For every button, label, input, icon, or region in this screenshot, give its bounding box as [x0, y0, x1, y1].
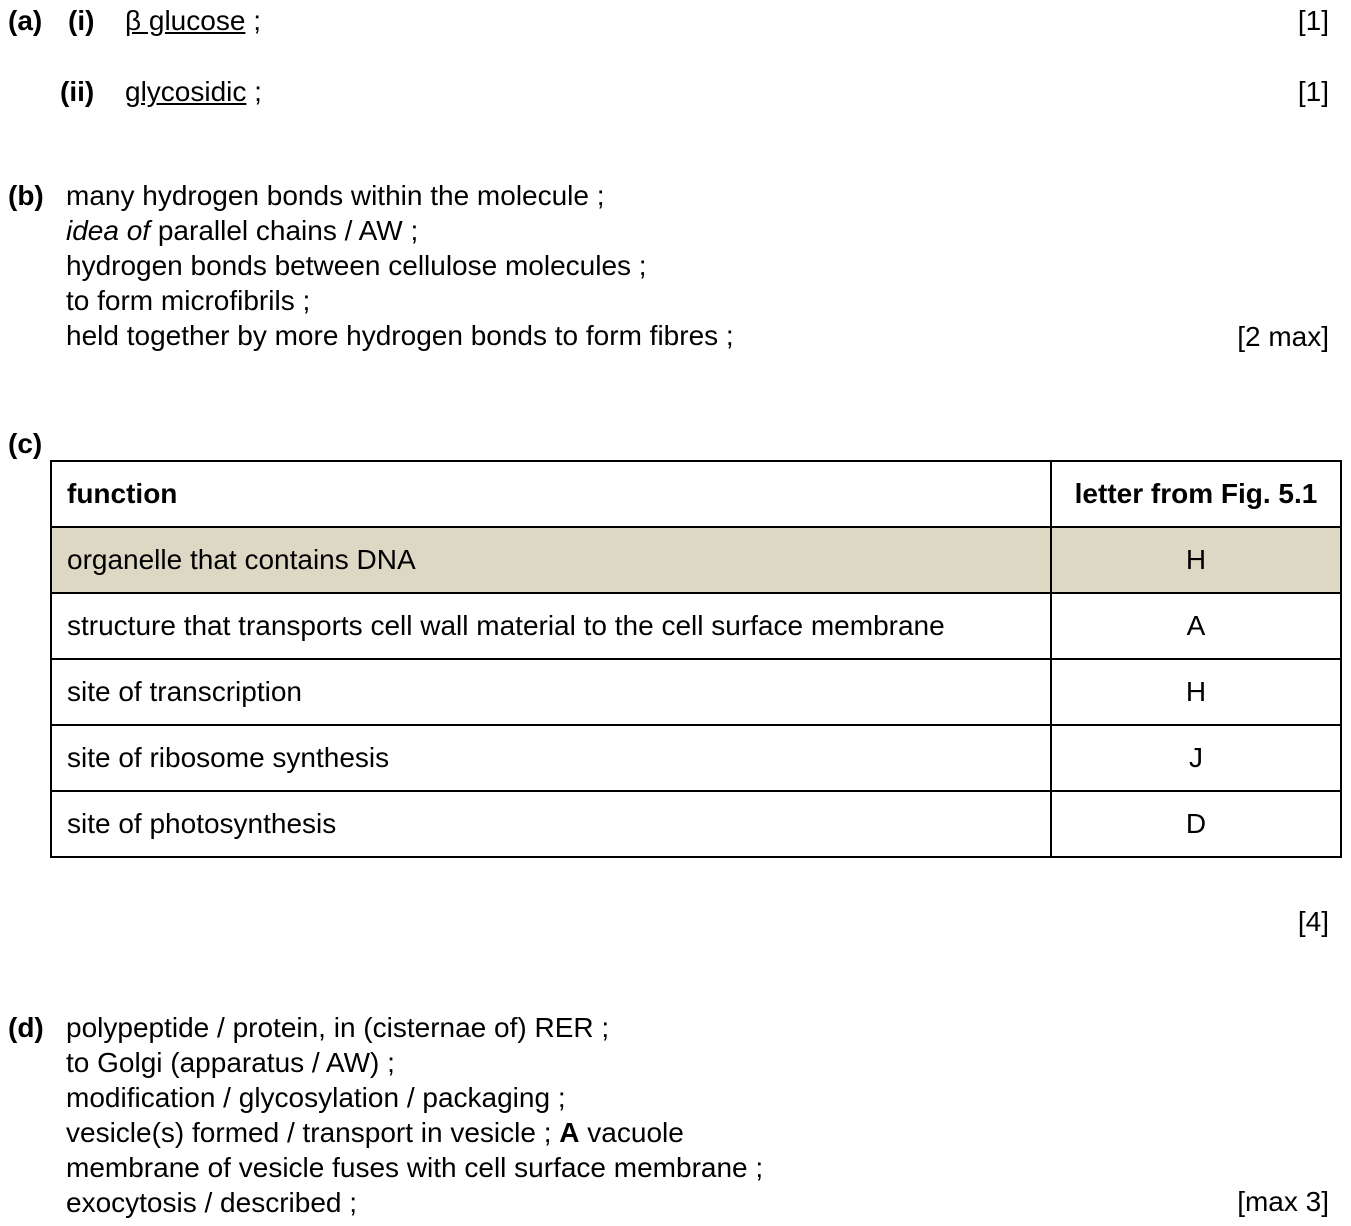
answer-line: idea of parallel chains / AW ;	[66, 215, 419, 246]
part-a-label: (a)	[8, 5, 43, 36]
function-table	[50, 460, 1342, 858]
answer-line: to form microfibrils ;	[66, 285, 311, 316]
letter-cell: J	[1051, 725, 1341, 791]
part-b-mark: [2 max]	[1237, 321, 1329, 352]
accept-marker: A	[559, 1117, 580, 1148]
part-d-label: (d)	[8, 1012, 44, 1043]
letter-cell: H	[1051, 527, 1341, 593]
answer-line: to Golgi (apparatus / AW) ;	[66, 1047, 395, 1078]
part-a-i-mark: [1]	[1297, 5, 1329, 36]
part-d-mark: [max 3]	[1237, 1186, 1329, 1217]
function-cell: site of transcription	[51, 659, 1051, 725]
accept-text: vacuole	[587, 1117, 684, 1148]
answer-beta-glucose: β glucose	[125, 5, 246, 36]
answer-line: vesicle(s) formed / transport in vesicle ; A vacuole	[66, 1117, 684, 1148]
answer-line: hydrogen bonds between cellulose molecules ;	[66, 250, 647, 281]
table-row	[51, 659, 1341, 725]
answer-line: modification / glycosylation / packaging ;	[66, 1082, 566, 1113]
table-header-row	[51, 461, 1341, 527]
function-cell: site of ribosome synthesis	[51, 725, 1051, 791]
part-a-i-label: (i)	[68, 5, 95, 36]
table-row	[51, 791, 1341, 857]
function-cell: site of photosynthesis	[51, 791, 1051, 857]
function-cell: organelle that contains DNA	[51, 527, 1051, 593]
part-b-answers	[66, 178, 734, 353]
part-b-label: (b)	[8, 180, 44, 211]
answer-line: exocytosis / described ;	[66, 1187, 358, 1218]
answer-line: polypeptide / protein, in (cisternae of) RER ;	[66, 1012, 610, 1043]
idea-of-qualifier: idea of	[66, 215, 151, 246]
letter-cell: A	[1051, 593, 1341, 659]
letter-cell: D	[1051, 791, 1341, 857]
part-a-ii-label: (ii)	[60, 76, 95, 107]
part-a-ii-mark: [1]	[1297, 76, 1329, 107]
header-function: function	[51, 461, 1051, 527]
table-row	[51, 527, 1341, 593]
part-c-mark: [4]	[1297, 906, 1329, 937]
header-letter: letter from Fig. 5.1	[1051, 461, 1341, 527]
table-row	[51, 725, 1341, 791]
answer-line: many hydrogen bonds within the molecule ;	[66, 180, 605, 211]
answer-end: ;	[253, 5, 261, 36]
part-d-answers	[66, 1010, 763, 1220]
answer-line: held together by more hydrogen bonds to form fibres ;	[66, 320, 734, 351]
function-cell: structure that transports cell wall material to the cell surface membrane	[51, 593, 1051, 659]
letter-cell: H	[1051, 659, 1341, 725]
part-c-label: (c)	[8, 428, 43, 459]
part-a-ii-answer	[125, 76, 262, 108]
answer-end: ;	[254, 76, 262, 107]
table-row	[51, 593, 1341, 659]
answer-glycosidic: glycosidic	[125, 76, 247, 107]
answer-line: membrane of vesicle fuses with cell surface membrane ;	[66, 1152, 764, 1183]
part-a-i-answer	[125, 5, 261, 37]
